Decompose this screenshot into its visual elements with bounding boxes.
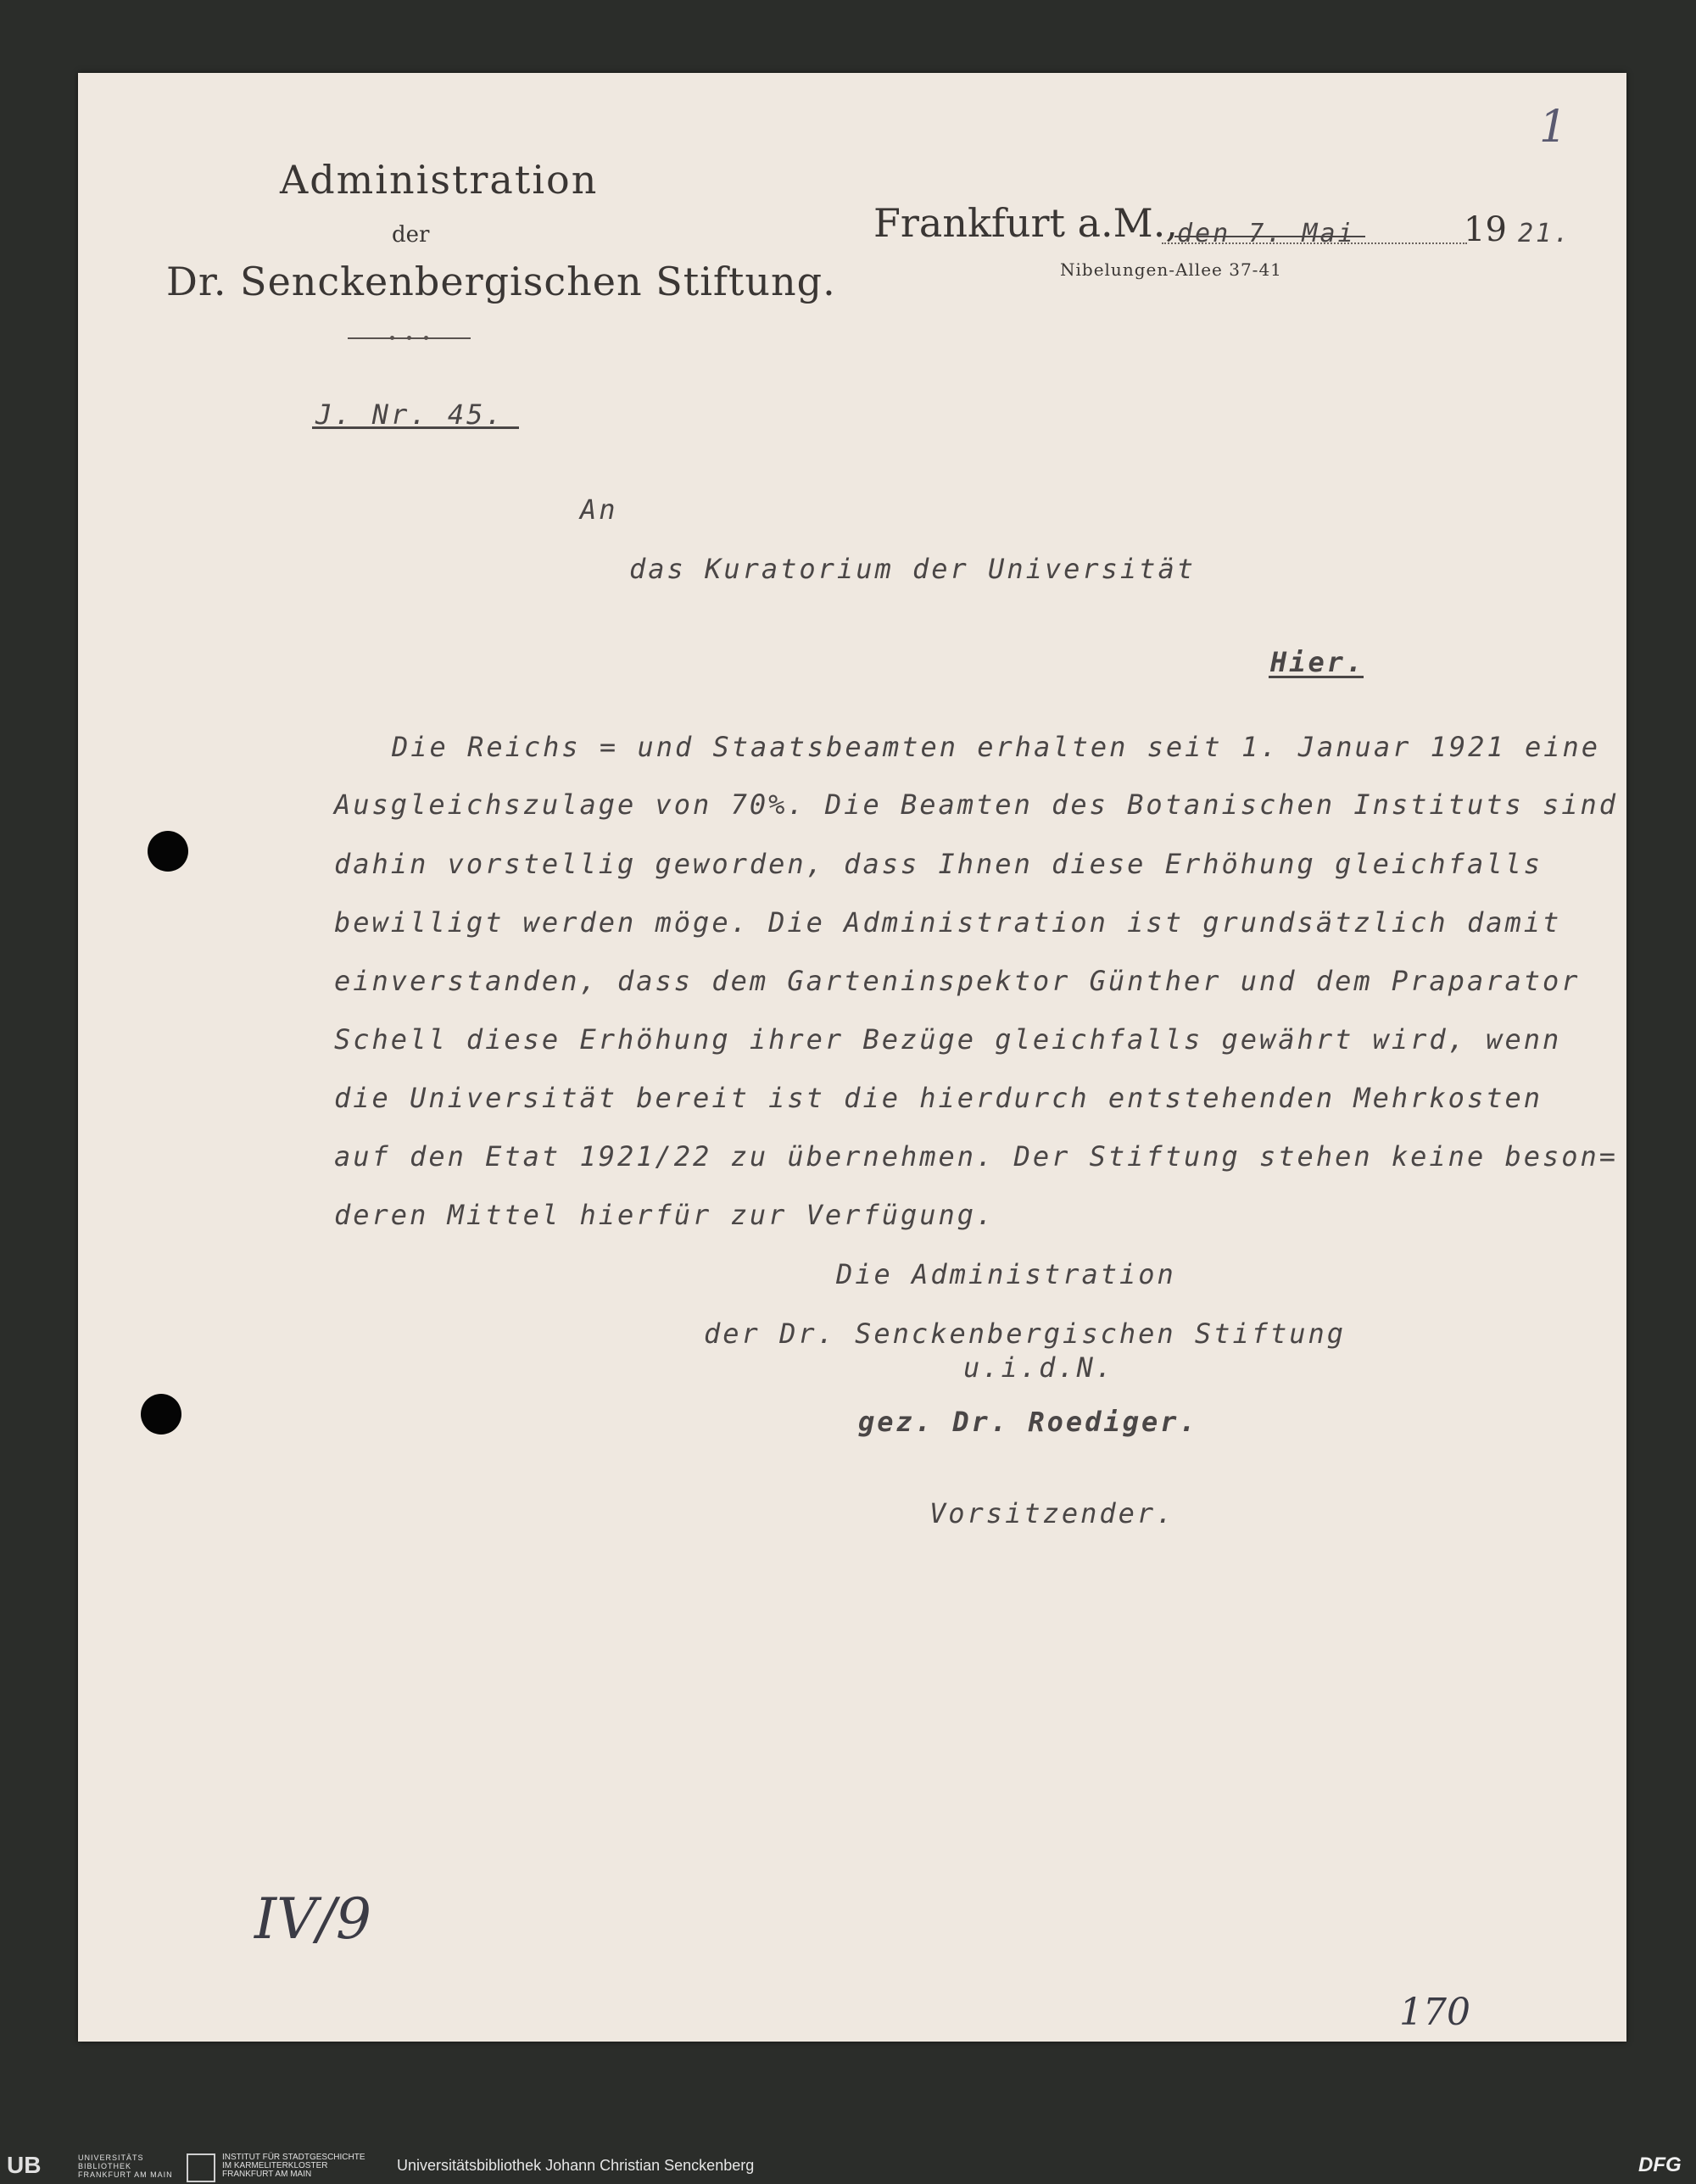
signature-line-1: Die Administration — [836, 1258, 1176, 1290]
date-text: den 7. Mai — [1177, 219, 1356, 248]
recipient-location: Hier. — [1270, 646, 1365, 678]
body-line: auf den Etat 1921/22 zu übernehmen. Der Stiftung stehen keine beson= — [334, 1140, 1619, 1173]
body-line: Die Reichs = und Staatsbeamten erhalten seit 1. Januar 1921 eine — [392, 731, 1600, 763]
footer-credit: Universitätsbibliothek Johann Christian Senckenberg — [397, 2157, 755, 2174]
ub-logo-text: UNIVERSITÄTS BIBLIOTHEK FRANKFURT AM MAIN — [78, 2153, 173, 2179]
body-line: deren Mittel hierfür zur Verfügung. — [334, 1199, 996, 1231]
signature-title: Vorsitzender. — [929, 1497, 1175, 1529]
punch-hole — [148, 831, 188, 872]
isg-logo-text: INSTITUT FÜR STADTGESCHICHTE IM KARMELITERKLOSTER FRANKFURT AM MAIN — [222, 2153, 365, 2179]
dfg-logo: DFG — [1638, 2153, 1682, 2176]
footer-bar — [0, 2148, 1696, 2184]
ub-logo: UB — [7, 2152, 42, 2178]
date-strikethrough — [1174, 236, 1365, 237]
folio-number: 1 — [1539, 102, 1568, 153]
year-printed: 19 — [1464, 210, 1507, 249]
journal-number: J. Nr. 45. — [315, 398, 505, 431]
signature-line-2: der Dr. Senckenbergischen Stiftung — [704, 1318, 1347, 1350]
signature-line-3: u.i.d.N. — [963, 1351, 1115, 1384]
letterhead-divider — [348, 337, 471, 339]
letter-page — [78, 73, 1626, 2042]
body-line: Schell diese Erhöhung ihrer Bezüge gleichfalls gewährt wird, wenn — [334, 1023, 1562, 1056]
signature-signed: gez. Dr. Roediger. — [858, 1406, 1198, 1438]
letterhead-der: der — [392, 222, 430, 248]
letterhead-foundation: Dr. Senckenbergischen Stiftung. — [166, 259, 836, 304]
recipient-location-underline — [1269, 676, 1364, 678]
recipient-to: An — [580, 493, 618, 526]
body-line: einverstanden, dass dem Garteninspektor Günther und dem Praparator — [334, 965, 1581, 997]
body-line: die Universität bereit ist die hierdurch entstehenden Mehrkosten — [334, 1082, 1543, 1114]
file-mark: IV/9 — [254, 1886, 371, 1952]
body-line: Ausgleichszulage von 70%. Die Beamten des Botanischen Instituts sind — [334, 788, 1619, 821]
place-name: Frankfurt a.M., — [873, 200, 1178, 246]
isg-logo-icon — [187, 2153, 215, 2182]
year-typed: 21. — [1518, 219, 1572, 248]
punch-hole — [141, 1394, 181, 1435]
recipient-name: das Kuratorium der Universität — [629, 553, 1196, 585]
body-line: dahin vorstellig geworden, dass Ihnen diese Erhöhung gleichfalls — [334, 848, 1543, 880]
body-line: bewilligt werden möge. Die Administration ist grundsätzlich damit — [334, 906, 1562, 939]
street-address: Nibelungen-Allee 37-41 — [1060, 259, 1282, 280]
page-number: 170 — [1399, 1991, 1470, 2034]
letterhead-title: Administration — [280, 157, 599, 203]
journal-number-underline — [312, 426, 519, 429]
